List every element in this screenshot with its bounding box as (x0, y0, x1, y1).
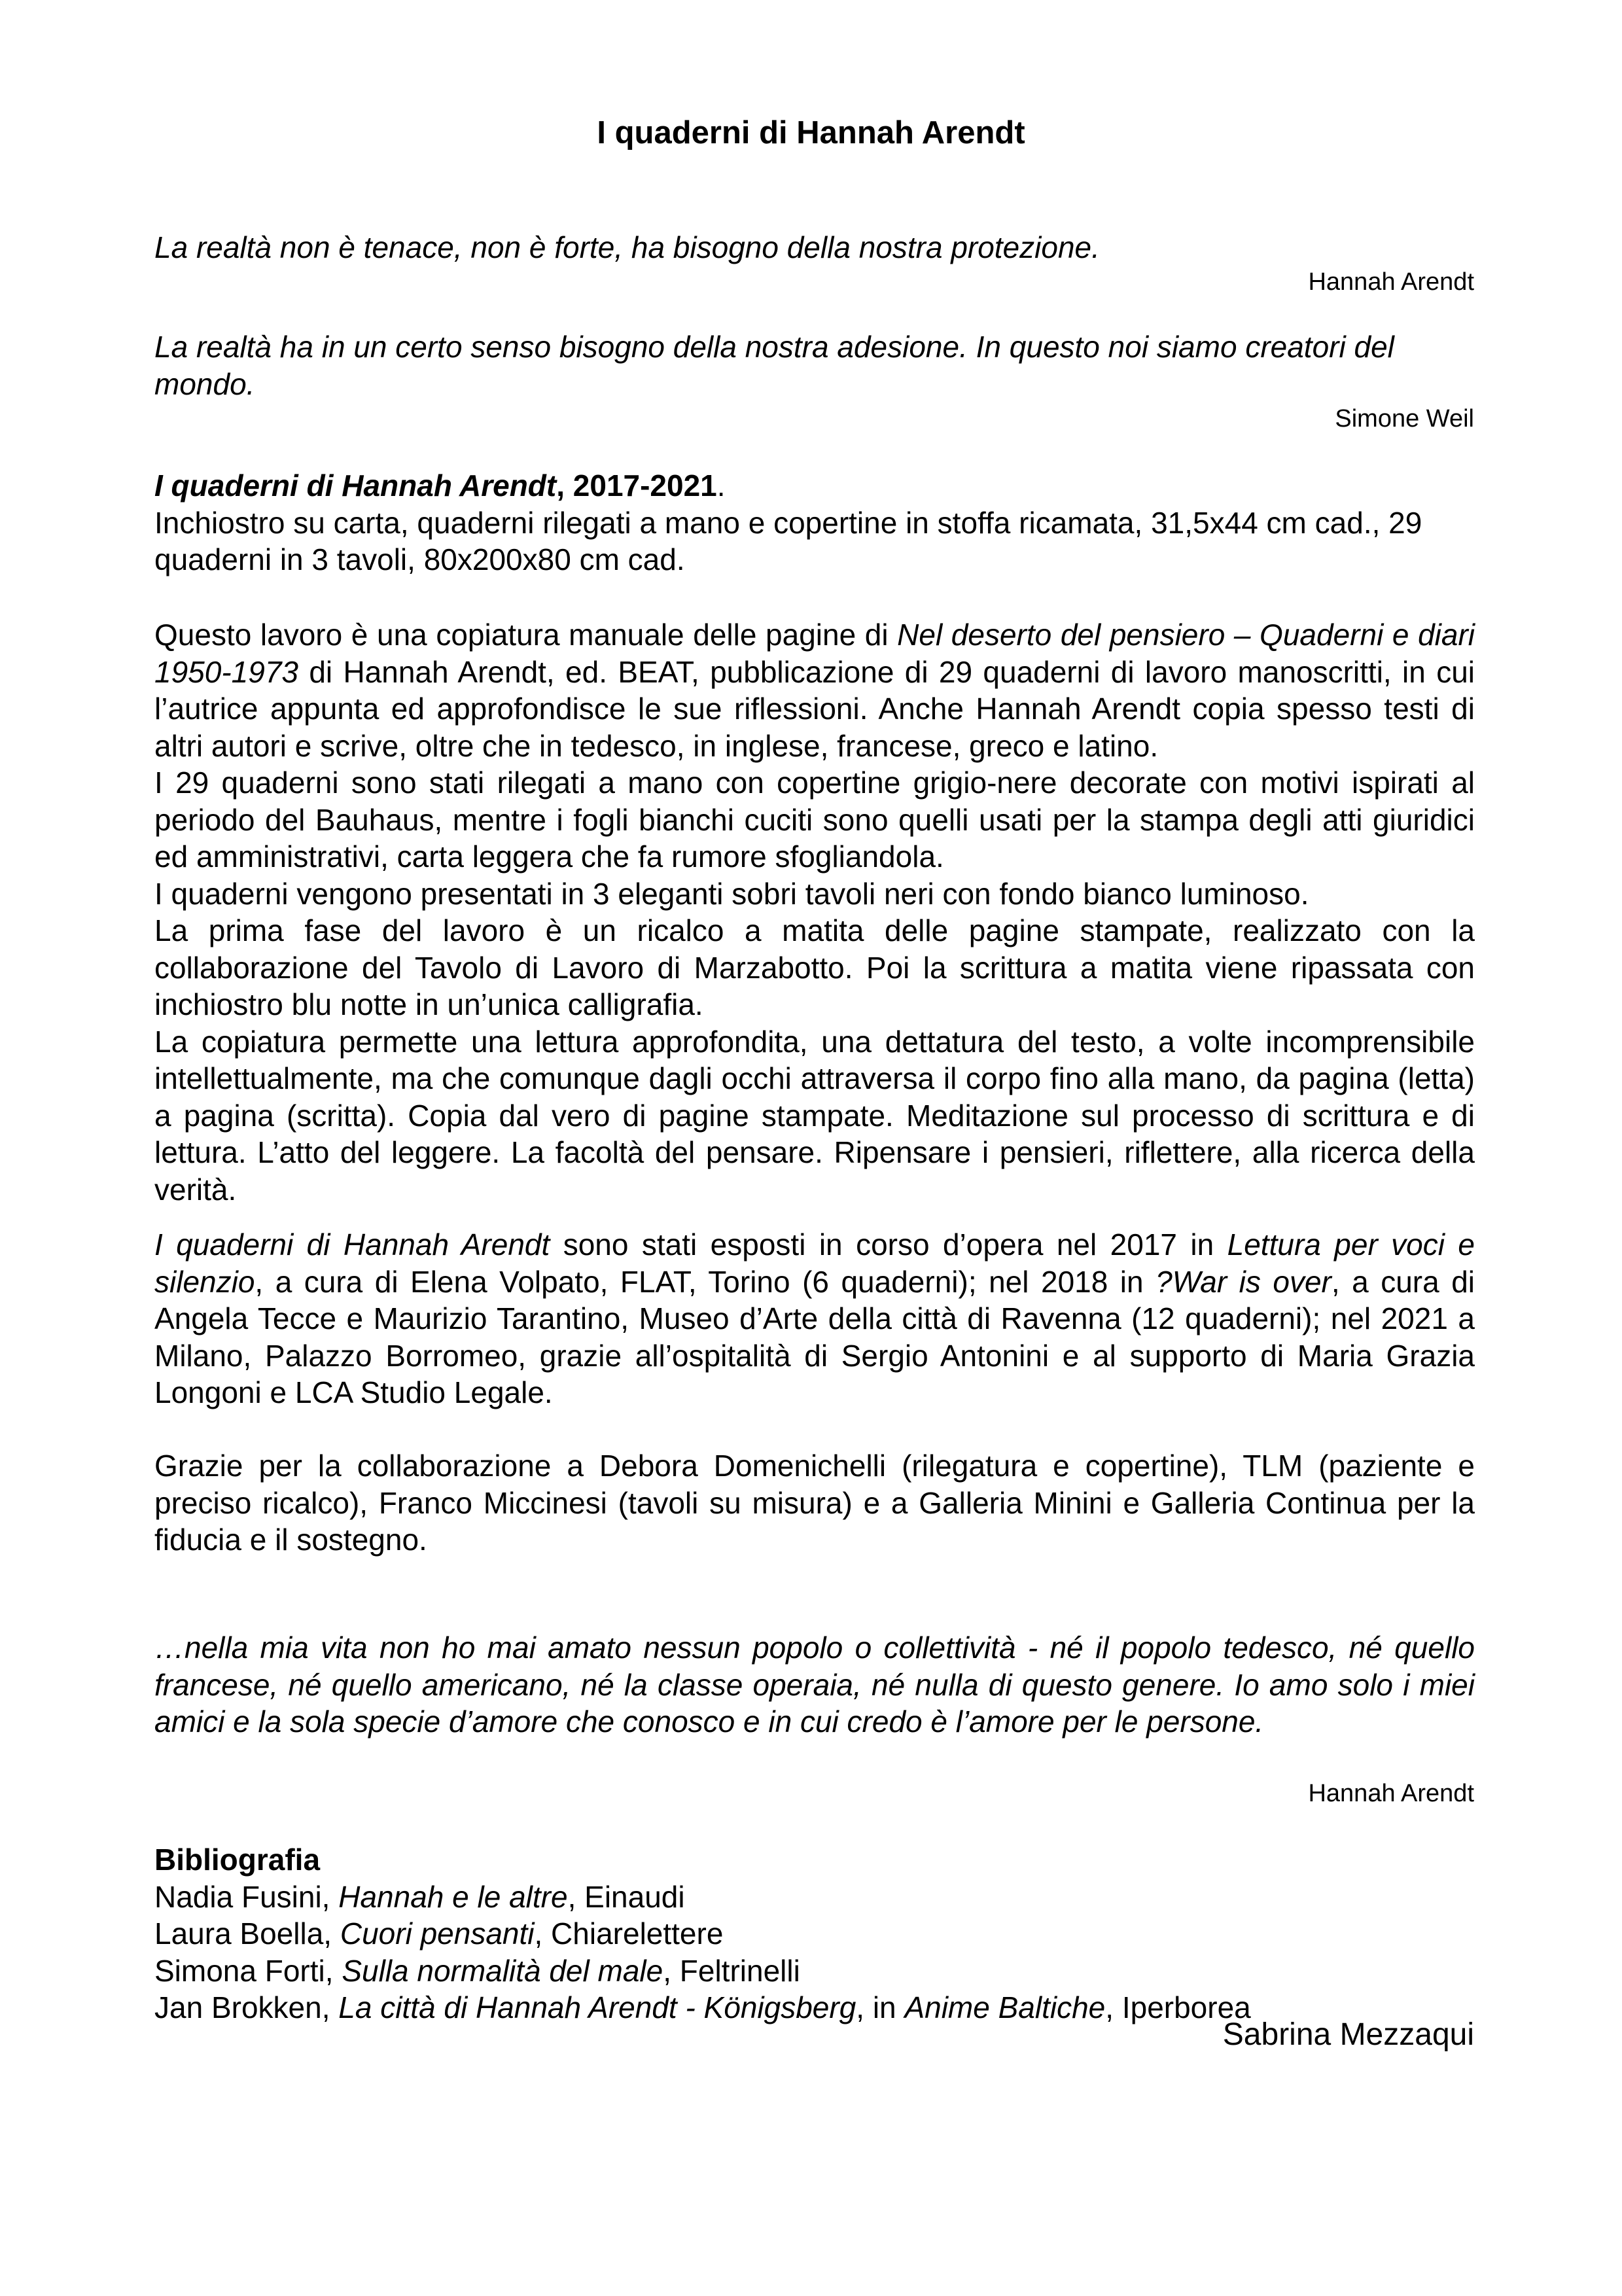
epigraph-quote-1 (154, 229, 1475, 266)
description-paragraph-5: La copiatura permette una lettura approfondita, una dettatura del testo, a volte incomprensibile intellettualmente, ma che comunque dagli occhi attraversa il corpo fino alla mano, da pagina (letta) a pagina (scritta). Copia dal vero di pagine stampate. Meditazione sul processo di scrittura e di lettura. L’atto del leggere. La facoltà del pensare. Ripensare i pensieri, riflettere, alla ricerca della verità. (154, 1024, 1475, 1207)
bibliography (154, 1841, 1475, 2026)
work-details: Inchiostro su carta, quaderni rilegati a mano e copertine in stoffa ricamata, 31,5x44 cm cad., 29 quaderni in 3 tavoli, 80x200x80 cm cad. (154, 505, 1422, 576)
closing-quote-author: Hannah Arendt (1308, 1780, 1474, 1807)
description-paragraph-3: I quaderni vengono presentati in 3 eleganti sobri tavoli neri con fondo bianco luminoso. (154, 876, 1309, 911)
description-section (154, 616, 1475, 1208)
page-title: I quaderni di Hannah Arendt (597, 115, 1025, 150)
description-paragraph-1: Questo lavoro è una copiatura manuale delle pagine di Nel deserto del pensiero – Quaderni e diari 1950-1973 di Hannah Arendt, ed. BEAT, pubblicazione di 29 quaderni di lavoro manoscritti, in cui l’autrice appunta ed approfondisce le sue riflessioni. Anche Hannah Arendt copia spesso testi di altri autori e scrive, oltre che in tedesco, in inglese, francese, greco e latino. (154, 618, 1475, 763)
work-title: I quaderni di Hannah Arendt (154, 468, 557, 503)
epigraph-author-2: Simone Weil (1335, 405, 1474, 433)
epigraph-quote-1-text: La realtà non è tenace, non è forte, ha bisogno della nostra protezione. (154, 230, 1100, 264)
work-years: , 2017-2021 (556, 468, 717, 503)
closing-quote (154, 1629, 1475, 1740)
exhibitions-paragraph: I quaderni di Hannah Arendt sono stati esposti in corso d’opera nel 2017 in Lettura per voci e silenzio, a cura di Elena Volpato, FLAT, Torino (6 quaderni); nel 2018 in ?War is over, a cura di Angela Tecce e Maurizio Tarantino, Museo d’Arte della città di Ravenna (12 quaderni); nel 2021 a Milano, Palazzo Borromeo, grazie all’ospitalità di Sergio Antonini e al supporto di Maria Grazia Longoni e LCA Studio Legale. (154, 1227, 1475, 1409)
bibliography-entry: Jan Brokken, La città di Hannah Arendt - Königsberg, in Anime Baltiche, Iperborea (154, 1990, 1251, 2024)
source-book-title: Nel deserto del pensiero – Quaderni e diari 1950-1973 (154, 618, 1475, 689)
bibliography-heading: Bibliografia (154, 1843, 321, 1877)
description-paragraph-4: La prima fase del lavoro è un ricalco a matita delle pagine stampate, realizzato con la collaborazione del Tavolo di Lavoro di Marzabotto. Poi la scrittura a matita viene ripassata con inchiostro blu notte in un’unica calligrafia. (154, 913, 1475, 1021)
work-info (154, 467, 1475, 578)
work-title-period: . (716, 468, 726, 503)
closing-quote-text: …nella mia vita non ho mai amato nessun popolo o collettività - né il popolo tedesco, né quello francese, né quello americano, né la classe operaia, né nulla di questo genere. Io amo solo i miei amici e la sola specie d’amore che conosco e in cui credo è l’amore per le persone. (154, 1631, 1475, 1739)
bibliography-entry: Nadia Fusini, Hannah e le altre, Einaudi (154, 1879, 685, 1914)
epigraph-author-1: Hannah Arendt (1308, 268, 1474, 296)
thanks-paragraph: Grazie per la collaborazione a Debora Domenichelli (rilegatura e copertine), TLM (paziente e preciso ricalco), Franco Miccinesi (tavoli su misura) e a Galleria Minini e Galleria Continua per la fiducia e il sostegno. (154, 1449, 1475, 1557)
bibliography-entry: Laura Boella, Cuori pensanti, Chiarelettere (154, 1916, 724, 1951)
description-paragraph-2: I 29 quaderni sono stati rilegati a mano con copertine grigio-nere decorate con motivi ispirati al periodo del Bauhaus, mentre i fogli bianchi cuciti sono quelli usati per la stampa degli atti giuridici ed amministrativi, carta leggera che fa rumore sfogliandola. (154, 766, 1475, 874)
bibliography-entry: Simona Forti, Sulla normalità del male, Feltrinelli (154, 1953, 800, 1988)
signature: Sabrina Mezzaqui (1222, 2017, 1474, 2052)
epigraph-quote-2-text: La realtà ha in un certo senso bisogno della nostra adesione. In questo noi siamo creatori del mondo. (154, 330, 1394, 401)
epigraph-quote-2 (154, 328, 1475, 402)
